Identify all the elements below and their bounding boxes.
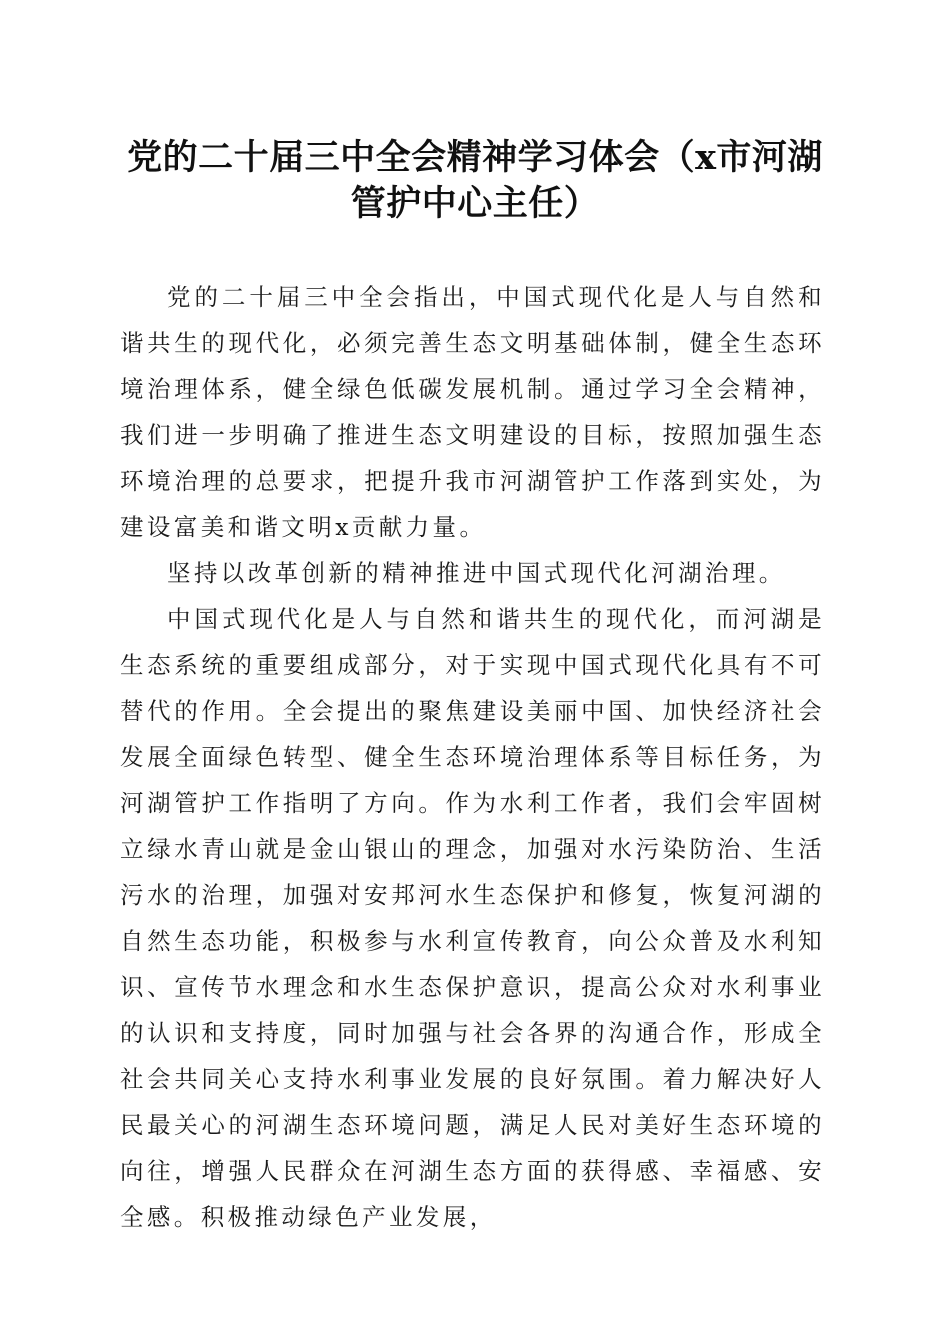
paragraph: 中国式现代化是人与自然和谐共生的现代化，而河湖是生态系统的重要组成部分，对于实现中国式现代化具有不可替代的作用。全会提出的聚焦建设美丽中国、加快经济社会发展全面绿色转型、健全生态环境治理体系等目标任务，为河湖管护工作指明了方向。作为水利工作者，我们会牢固树立绿水青山就是金山银山的理念，加强对水污染防治、生活污水的治理，加强对安邦河水生态保护和修复，恢复河湖的自然生态功能，积极参与水利宣传教育，向公众普及水利知识、宣传节水理念和水生态保护意识，提高公众对水利事业的认识和支持度，同时加强与社会各界的沟通合作，形成全社会共同关心支持水利事业发展的良好氛围。着力解决好人民最关心的河湖生态环境问题，满足人民对美好生态环境的向往，增强人民群众在河湖生态方面的获得感、幸福感、安全感。积极推动绿色产业发展， (120, 605, 825, 1231)
document-title: 党的二十届三中全会精神学习体会（x市河湖管护中心主任） (127, 137, 823, 224)
paragraph: 坚持以改革创新的精神推进中国式现代化河湖治理。 (167, 559, 786, 587)
paragraph: 党的二十届三中全会指出，中国式现代化是人与自然和谐共生的现代化，必须完善生态文明基础体制，健全生态环境治理体系，健全绿色低碳发展机制。通过学习全会精神，我们进一步明确了推进生态文明建设的目标，按照加强生态环境治理的总要求，把提升我市河湖管护工作落到实处，为建设富美和谐文明x贡献力量。 (120, 283, 825, 541)
document-body (120, 274, 825, 1240)
